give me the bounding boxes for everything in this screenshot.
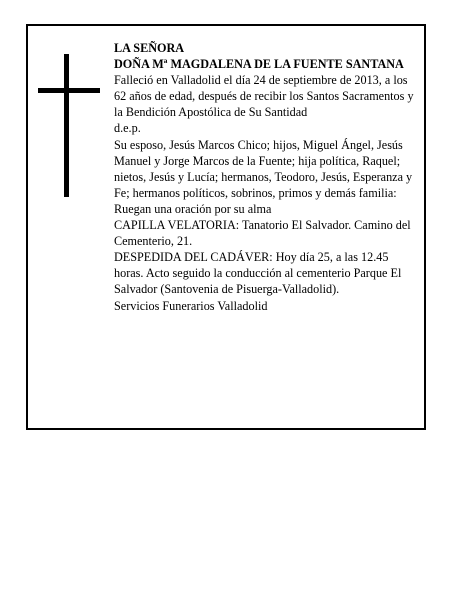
farewell-paragraph: DESPEDIDA DEL CADÁVER: Hoy día 25, a las 12.45 horas. Acto seguido la conducción al cementerio Parque El Salvador (Santovenia de Pisuerga-Valladolid).	[114, 250, 402, 297]
cross-horizontal-bar	[38, 88, 100, 93]
latin-cross-icon	[38, 54, 100, 197]
family-paragraph: Su esposo, Jesús Marcos Chico; hijos, Miguel Ángel, Jesús Manuel y Jorge Marcos de la Fuente; hija política, Raquel; nietos, Jesús y Lucía; hermanos, Teodoro, Jesús, Esperanza y Fe; hermanos políticos, sobrinos, primos y demás familia:	[114, 137, 413, 200]
deceased-name: DOÑA Mª MAGDALENA DE LA FUENTE SANTANA	[114, 57, 404, 72]
dep-line: d.e.p.	[114, 121, 141, 136]
cross-vertical-bar	[64, 54, 69, 197]
services-line: Servicios Funerarios Valladolid	[114, 298, 268, 313]
obituary-text	[114, 40, 420, 314]
death-paragraph: Falleció en Valladolid el día 24 de septiembre de 2013, a los 62 años de edad, después de recibir los Santos Sacramentos y la Bendición Apostólica de Su Santidad	[114, 73, 414, 120]
chapel-paragraph: CAPILLA VELATORIA: Tanatorio El Salvador. Camino del Cementerio, 21.	[114, 218, 411, 249]
prayer-line: Ruegan una oración por su alma	[114, 201, 272, 216]
notice-title: LA SEÑORA	[114, 41, 185, 55]
